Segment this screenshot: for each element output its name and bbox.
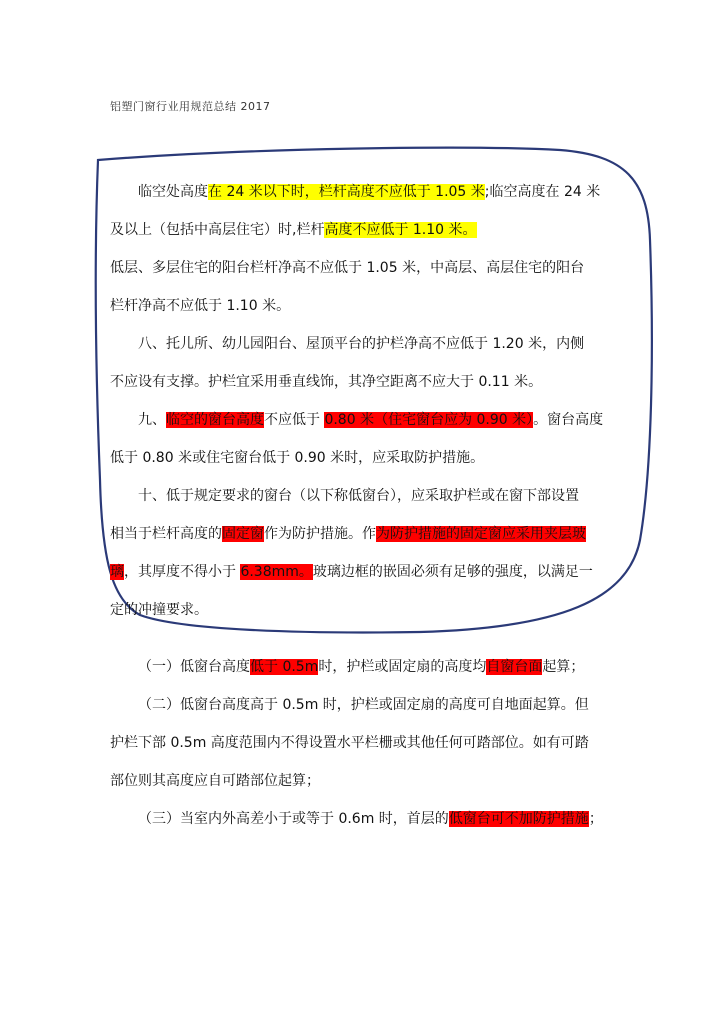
paragraph-line: 八、托儿所、幼儿园阳台、屋顶平台的护栏净高不应低于 1.20 米，内侧 [138,336,585,352]
paragraph-line: 护栏下部 0.5m 高度范围内不得设置水平栏栅或其他任何可踏部位。如有可踏 [110,735,589,751]
paragraph-line: 低于 0.80 米或住宅窗台低于 0.90 米时，应采取防护措施。 [110,450,485,466]
paragraph-line: 相当于栏杆高度的固定窗作为防护措施。作为防护措施的固定窗应采用夹层玻 [110,526,586,542]
document-header: 铝塑门窗行业用规范总结 2017 [110,100,271,113]
paragraph-line: 九、临空的窗台高度不应低于 0.80 米（住宅窗台应为 0.90 米）。窗台高度 [138,412,604,428]
paragraph-line: 定的冲撞要求。 [110,602,208,618]
list-item: （三）当室内外高差小于或等于 0.6m 时，首层的低窗台可不加防护措施； [138,811,603,827]
paragraph-line: 十、低于规定要求的窗台（以下称低窗台），应采取护栏或在窗下部设置 [138,488,579,504]
paragraph-line: 及以上（包括中高层住宅）时,栏杆高度不应低于 1.10 米。 [110,222,477,238]
paragraph-line: 不应设有支撑。护栏宜采用垂直线饰，其净空距离不应大于 0.11 米。 [110,374,543,390]
paragraph-line: 栏杆净高不应低于 1.10 米。 [110,298,291,314]
paragraph-line: 璃，其厚度不得小于 6.38mm。玻璃边框的嵌固必须有足够的强度，以满足一 [110,564,593,580]
paragraph-line: 部位则其高度应自可踏部位起算； [110,773,320,789]
paragraph-line: 临空处高度在 24 米以下时，栏杆高度不应低于 1.05 米;临空高度在 24 米 [138,184,601,200]
list-item: （一）低窗台高度低于 0.5m时，护栏或固定扇的高度均自窗台面起算； [138,659,585,675]
paragraph-line: 低层、多层住宅的阳台栏杆净高不应低于 1.05 米，中高层、高层住宅的阳台 [110,260,585,276]
list-item: （二）低窗台高度高于 0.5m 时，护栏或固定扇的高度可自地面起算。但 [138,697,589,713]
